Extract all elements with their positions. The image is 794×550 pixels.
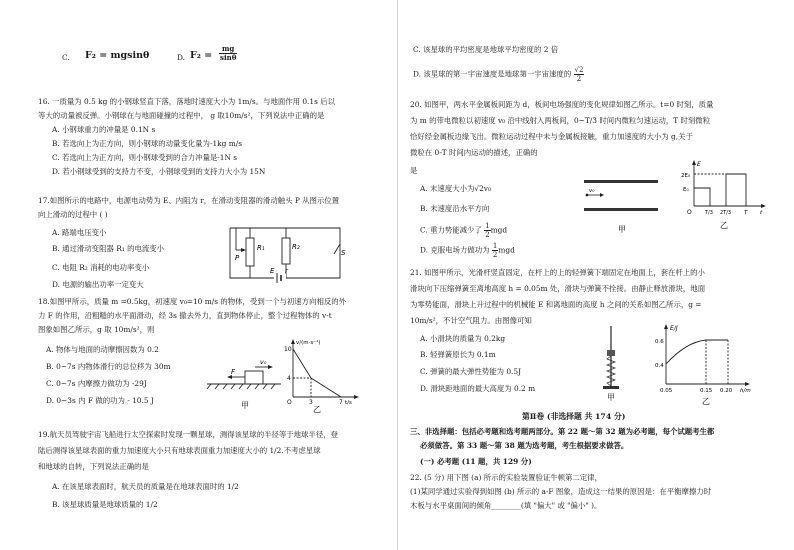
q20-option-a-value: √2v₀ xyxy=(474,184,491,193)
part2-instruction-line1: 三、非选择题：包括必考题和选考题两部分。第 22 题～第 32 题为必考题，每个试题考生都 xyxy=(410,427,715,436)
graph-t-axis-label: t/s xyxy=(345,400,352,406)
q20-option-c-unit: mgd xyxy=(490,225,508,235)
q20-option-c xyxy=(420,222,507,239)
graph-tick-2t3: 2T/3 xyxy=(720,210,732,216)
graph-h-axis-label: h/m xyxy=(740,388,751,394)
slider-block xyxy=(607,350,615,356)
q17-stem-line2: 向上滑动的过程中 ( ) xyxy=(38,210,108,219)
q19-d-numerator: √2 xyxy=(574,66,584,74)
q19-option-c: C. 该星球的平均密度是地球平均密度的 2 倍 xyxy=(413,45,559,54)
caption-yi: 乙 xyxy=(702,397,710,406)
graph-tick-10: 10 xyxy=(284,346,292,353)
q16-stem-line1: 16. 一质量为 0.5 kg 的小钢球竖直下落，落地时速度大小为 1m/s。与地面作用 0.1s 后以 xyxy=(38,97,336,106)
graph-tick-06: 0.6 xyxy=(655,339,664,345)
q18-option-d: D. 0~3s 内 F 做的功为 - 10.5 J xyxy=(46,396,154,405)
graph-tick-020: 0.20 xyxy=(720,388,733,394)
graph-v-axis-label: v/(m·s⁻¹) xyxy=(296,340,321,346)
q18-stem-line3: 图象如图乙所示，g 取 10m/s²，则 xyxy=(38,325,155,334)
caption-jia: 甲 xyxy=(618,225,626,234)
right-column xyxy=(398,0,794,550)
slider-arrow-icon xyxy=(241,248,246,252)
q19-d-denominator: 2 xyxy=(576,75,582,83)
q15-option-d-letter: D. xyxy=(177,53,186,62)
q17-stem-line1: 17.如图所示的电路中，电源电动势为 E、内阻为 r，在滑动变阻器的滑动触头 P 从图示位置 xyxy=(38,196,340,205)
vt-line xyxy=(293,349,341,397)
base xyxy=(603,386,619,389)
q20-c-numerator: 1 xyxy=(485,222,490,230)
label-p: P xyxy=(235,254,240,262)
graph-tick-3: 3 xyxy=(309,399,313,406)
graph-tick-015: 0.15 xyxy=(700,388,713,394)
q18-option-c: C. 0~7s 内摩擦力做功为 -29J xyxy=(46,379,147,388)
q19-option-a: A. 在该星球表面时，航天员的质量是在地球表面时的 1/2 xyxy=(52,482,239,491)
label-e: E xyxy=(270,267,275,275)
h-axis-arrow-icon xyxy=(745,382,750,386)
q18-figure-jia-block xyxy=(205,338,285,410)
q20-option-c-text: C. 重力势能减少了 xyxy=(420,225,482,235)
q20-stem-line4: 微粒在 0-T 时间内运动的描述，正确的 xyxy=(410,148,538,157)
t-axis-arrow-icon xyxy=(354,395,359,399)
q20-figure-jia-plates xyxy=(578,170,666,236)
graph-origin: O xyxy=(687,209,692,216)
q19-option-d xyxy=(413,66,584,83)
q20-option-d-unit: mgd xyxy=(498,245,515,255)
velocity-arrow-icon xyxy=(268,365,273,369)
particle-dot xyxy=(586,194,589,197)
sliding-block xyxy=(245,371,263,384)
q20-stem-line3: 恰好经金属板边缘飞出。微粒运动过程中未与金属板接触，重力加速度的大小为 g,关于 xyxy=(410,132,693,141)
upper-plate xyxy=(584,180,658,183)
v0-arrow-icon xyxy=(600,193,604,197)
q19-option-d-text: D. 该星球的第一宇宙速度是地球第一宇宙速度的 xyxy=(413,69,572,79)
part2-instruction-line2: 必须做答。第 33 题～第 38 题为选考题，考生根据要求做答。 xyxy=(420,441,629,450)
q18-stem-line1: 18.如图甲所示，质量 m =0.5kg，初速度 v₀=10 m/s 的物体，受到一个与初速方向相反的外 xyxy=(38,297,347,306)
caption-jia: 甲 xyxy=(607,393,615,402)
graph-t-axis-label: t xyxy=(760,210,763,216)
q21-option-a: A. 小滑块的质量为 0.2kg xyxy=(420,334,506,343)
q15-option-c-formula: F₂ = mgsinθ xyxy=(85,50,150,61)
q20-option-b: B. 末速度沿水平方向 xyxy=(420,204,490,213)
q20-option-a xyxy=(420,184,491,194)
q17-option-d: D. 电源的输出功率一定变大 xyxy=(52,280,144,289)
q18-vt-graph-yi xyxy=(283,337,361,413)
q15-option-d-fraction xyxy=(219,45,237,62)
q15-d-numerator: mg xyxy=(219,45,237,54)
graph-tick-e0: E₀ xyxy=(683,187,689,193)
q20-d-denominator: 2 xyxy=(492,251,498,259)
q21-option-d: D. 滑块距地面的最大高度为 0.2 m xyxy=(420,384,536,393)
q21-eh-graph-yi xyxy=(656,322,756,408)
label-v0: v₀ xyxy=(260,358,267,366)
caption-jia: 甲 xyxy=(241,401,249,410)
graph-tick-04: 0.4 xyxy=(655,363,664,369)
resistor-r1 xyxy=(246,238,254,266)
q16-stem-line2: 等大的动量被反弹。小钢球在与地面碰撞的过程中， g 取10m/s²，下列说法中正确的是 xyxy=(38,111,325,120)
q19-stem-line3: 和地球的自转，下列说法正确的是 xyxy=(38,462,149,471)
graph-e-axis-label: E/J xyxy=(670,325,678,332)
q20-stem-line2: 为 m 的带电微粒以初速度 v₀ 沿中线射入两板间，0~T/3 时间内微粒匀速运动，T 时刻微粒 xyxy=(410,116,711,125)
q20-option-d-text: D. 克服电场力做功为 xyxy=(420,245,490,255)
q21-stem-line4: 10m/s²，不计空气阻力。由图像可知 xyxy=(410,316,532,325)
q17-option-b: B. 通过滑动变阻器 R₁ 的电流变小 xyxy=(52,244,165,253)
q15-d-denominator: sinθ xyxy=(220,53,237,62)
lower-plate xyxy=(584,208,658,211)
v-axis-arrow-icon xyxy=(291,339,295,344)
graph-tick-t: T xyxy=(744,210,748,216)
q18-option-a: A. 物体与地面的动摩擦因数为 0.2 xyxy=(46,345,159,354)
q16-option-b: B. 若选向上为正方向，则小钢球的动量变化量为-1kg m/s xyxy=(52,139,242,148)
q19-stem-line2: 陆后测得该星球表面的重力加速度大小只有地球表面重力加速度大小的 1/2.不考虑星球 xyxy=(38,446,321,455)
q21-figure-jia-rod xyxy=(598,322,624,402)
label-r: r xyxy=(285,267,288,275)
graph-tick-4: 4 xyxy=(287,375,291,382)
graph-tick-7: 7 xyxy=(339,399,343,406)
resistor-r2 xyxy=(282,238,290,264)
q21-stem-line1: 21. 如图甲所示，光滑杆竖直固定，在杆上的上的轻弹簧下端固定在地面上，套在杆上的小 xyxy=(410,268,705,277)
part2-subsection: (一) 必考题 (11 题，共 129 分) xyxy=(420,457,532,466)
q16-option-d: D. 若小钢球受到的支持力不变，小钢球受到的支持力大小为 15N xyxy=(52,167,266,176)
label-r1: R₁ xyxy=(257,244,265,252)
q20-option-d xyxy=(420,242,515,259)
q15-option-c-letter: C. xyxy=(62,53,70,62)
graph-origin: O xyxy=(287,399,292,406)
q21-stem-line3: 为零势能面，滑块上升过程中的机械能 E 和离地面的高度 h 之间的关系如图乙所示，g = xyxy=(410,300,702,309)
graph-e-axis-label: E xyxy=(697,161,701,168)
q18-stem-line2: 力 F 的作用，沿粗糙的水平面滑动，经 3s 撤去外力，直到物体停止，整个过程物体的 v-t xyxy=(38,311,332,320)
q20-c-denominator: 2 xyxy=(485,231,490,239)
q17-circuit-diagram xyxy=(222,222,348,284)
q15-option-d-lhs: F₂ = xyxy=(190,50,213,61)
q17-option-c: C. 电阻 R₂ 消耗的电功率变小 xyxy=(52,263,150,272)
q22-stem-line2: (1)某同学通过实验得到如图 (b) 所示的 a-F 图象，造成这一结果的原因是：在平衡摩擦力时 xyxy=(410,487,712,496)
q17-option-a: A. 路端电压变小 xyxy=(52,228,107,237)
t-axis-arrow-icon xyxy=(761,204,766,208)
q20-stem-line1: 20. 如图甲，两水平金属板间距为 d，板间电场强度的变化规律如图乙所示。t=0 时刻，质量 xyxy=(410,100,714,109)
graph-tick-t3: T/3 xyxy=(705,210,713,216)
eh-curve xyxy=(666,340,728,364)
et-line xyxy=(694,174,746,206)
label-v0: v₀ xyxy=(589,188,595,194)
q20-et-graph-yi xyxy=(680,158,770,236)
caption-yi: 乙 xyxy=(313,405,321,414)
q20-d-numerator: 1 xyxy=(492,242,498,250)
q20-stem-line5: 是 xyxy=(410,166,418,175)
q19-option-b: B. 该星球质量是地球质量的 1/2 xyxy=(52,500,158,509)
q19-stem-line1: 19.航天员驾驶宇宙飞船进行太空探索时发现一颗星球，测得该星球的半径等于地球半径，登 xyxy=(38,430,338,439)
q18-option-b: B. 0~7s 内物体滑行的总位移为 30m xyxy=(46,362,171,371)
part2-title: 第Ⅱ卷 (非选择题 共 174 分) xyxy=(522,412,626,421)
label-force-f: F xyxy=(231,368,236,376)
e-axis-arrow-icon xyxy=(664,324,668,329)
q20-option-a-text: A. 末速度大小为 xyxy=(420,184,475,193)
label-r2: R₂ xyxy=(292,243,300,251)
q21-option-b: B. 轻弹簧原长为 0.1m xyxy=(420,350,496,359)
graph-tick-005: 0.05 xyxy=(660,388,673,394)
q21-stem-line2: 滑块向下压缩弹簧至离地高度 h = 0.05m 处，滑块与弹簧不拴接。由静止释放滑块，地面 xyxy=(410,284,706,293)
q21-option-c: C. 弹簧的最大弹性势能为 0.5J xyxy=(420,367,522,376)
q16-option-a: A. 小钢球重力的冲量是 0.1N s xyxy=(52,125,156,134)
graph-tick-2e0: 2E₀ xyxy=(681,173,691,179)
e-axis-arrow-icon xyxy=(692,160,696,165)
caption-yi: 乙 xyxy=(720,221,728,230)
q16-option-c: C. 若选向上为正方向，则小钢球受到的合力冲量是-1N s xyxy=(52,153,238,162)
label-s: S xyxy=(341,249,346,257)
q22-stem-line3: 木板与水平桌面间的倾角________(填 "偏大" 或 "偏小" )。 xyxy=(410,501,602,510)
q22-stem-line1: 22. (5 分) 用下图 (a) 所示的实验装置验证牛顿第二定律， xyxy=(410,473,602,482)
